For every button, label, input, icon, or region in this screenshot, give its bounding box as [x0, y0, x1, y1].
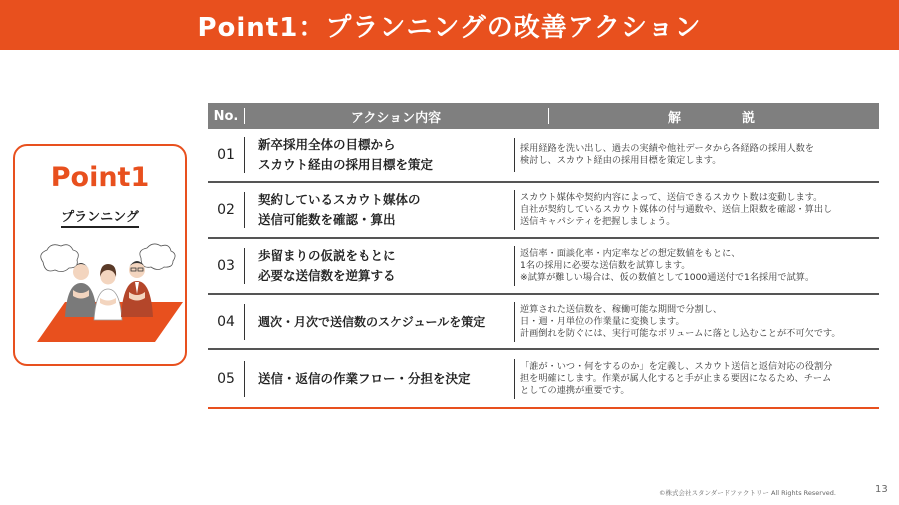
header-description: 解 説	[667, 110, 779, 126]
row-divider	[514, 190, 515, 230]
table-row	[208, 350, 879, 409]
row-description: スカウト媒体や契約内容によって、送信できるスカウト数は変動します。 自社が契約しているスカウト媒体の付与通数や、送信上限数を確認・算出し 送信キャパシティを把握しましょう。	[520, 192, 833, 227]
row-action: 週次・月次で送信数のスケジュールを策定	[258, 314, 486, 329]
header-divider	[548, 108, 549, 124]
table-row	[208, 239, 879, 295]
row-divider	[514, 246, 515, 286]
row-divider	[244, 248, 245, 284]
header-action: アクション内容	[350, 110, 442, 126]
copyright-text: ©株式会社スタンダードファクトリー All Rights Reserved.	[659, 489, 836, 497]
row-description: 逆算された送信数を、稼働可能な期間で分割し、 日・週・月単位の作業量に変換します。 計画倒れを防ぐには、実行可能なボリュームに落とし込むことが不可欠です。	[520, 303, 841, 339]
table-row	[208, 129, 879, 183]
row-divider	[244, 361, 245, 397]
row-action: 新卒採用全体の目標から スカウト経由の採用目標を策定	[258, 137, 434, 172]
row-divider	[244, 137, 245, 173]
row-divider	[244, 304, 245, 340]
action-table	[208, 103, 879, 409]
row-action: 契約しているスカウト媒体の 送信可能数を確認・算出	[258, 192, 421, 227]
header-divider	[244, 108, 245, 124]
header-no: No.	[213, 108, 239, 124]
row-divider	[514, 302, 515, 342]
point-label: Point1	[50, 162, 150, 193]
row-description: 「誰が・いつ・何をするのか」を定義し、スカウト送信と返信対応の役割分 担を明確にします。作業が属人化すると手が止まる要因になるため、チーム としての連携が重要です。	[520, 360, 833, 396]
row-number: 01	[217, 147, 235, 163]
row-action: 送信・返信の作業フロー・分担を決定	[258, 370, 471, 386]
table-header	[208, 103, 879, 129]
row-description: 返信率・面談化率・内定率などの想定数値をもとに、 1名の採用に必要な送信数を試算します。 ※試算が難しい場合は、仮の数値として1000通送付で1名採用で試算。	[520, 248, 815, 283]
row-divider	[514, 138, 515, 172]
table-row	[208, 183, 879, 239]
row-divider	[514, 359, 515, 399]
point-card	[13, 144, 187, 366]
row-action: 歩留まりの仮説をもとに 必要な送信数を逆算する	[258, 248, 396, 283]
row-divider	[244, 192, 245, 228]
row-description: 採用経路を洗い出し、過去の実績や他社データから各経路の採用人数を 検討し、スカウト経由の採用目標を策定します。	[520, 143, 814, 166]
point-subtitle: プランニング	[61, 210, 139, 228]
row-number: 04	[217, 313, 235, 330]
row-number: 05	[217, 370, 235, 387]
table-row	[208, 295, 879, 350]
title-bar	[0, 0, 899, 50]
page-title: Point1：プランニングの改善アクション	[197, 12, 702, 43]
thinking-people-illustration	[23, 242, 183, 352]
page-number: 13	[875, 484, 888, 495]
row-number: 03	[217, 258, 235, 274]
row-number: 02	[217, 202, 235, 218]
